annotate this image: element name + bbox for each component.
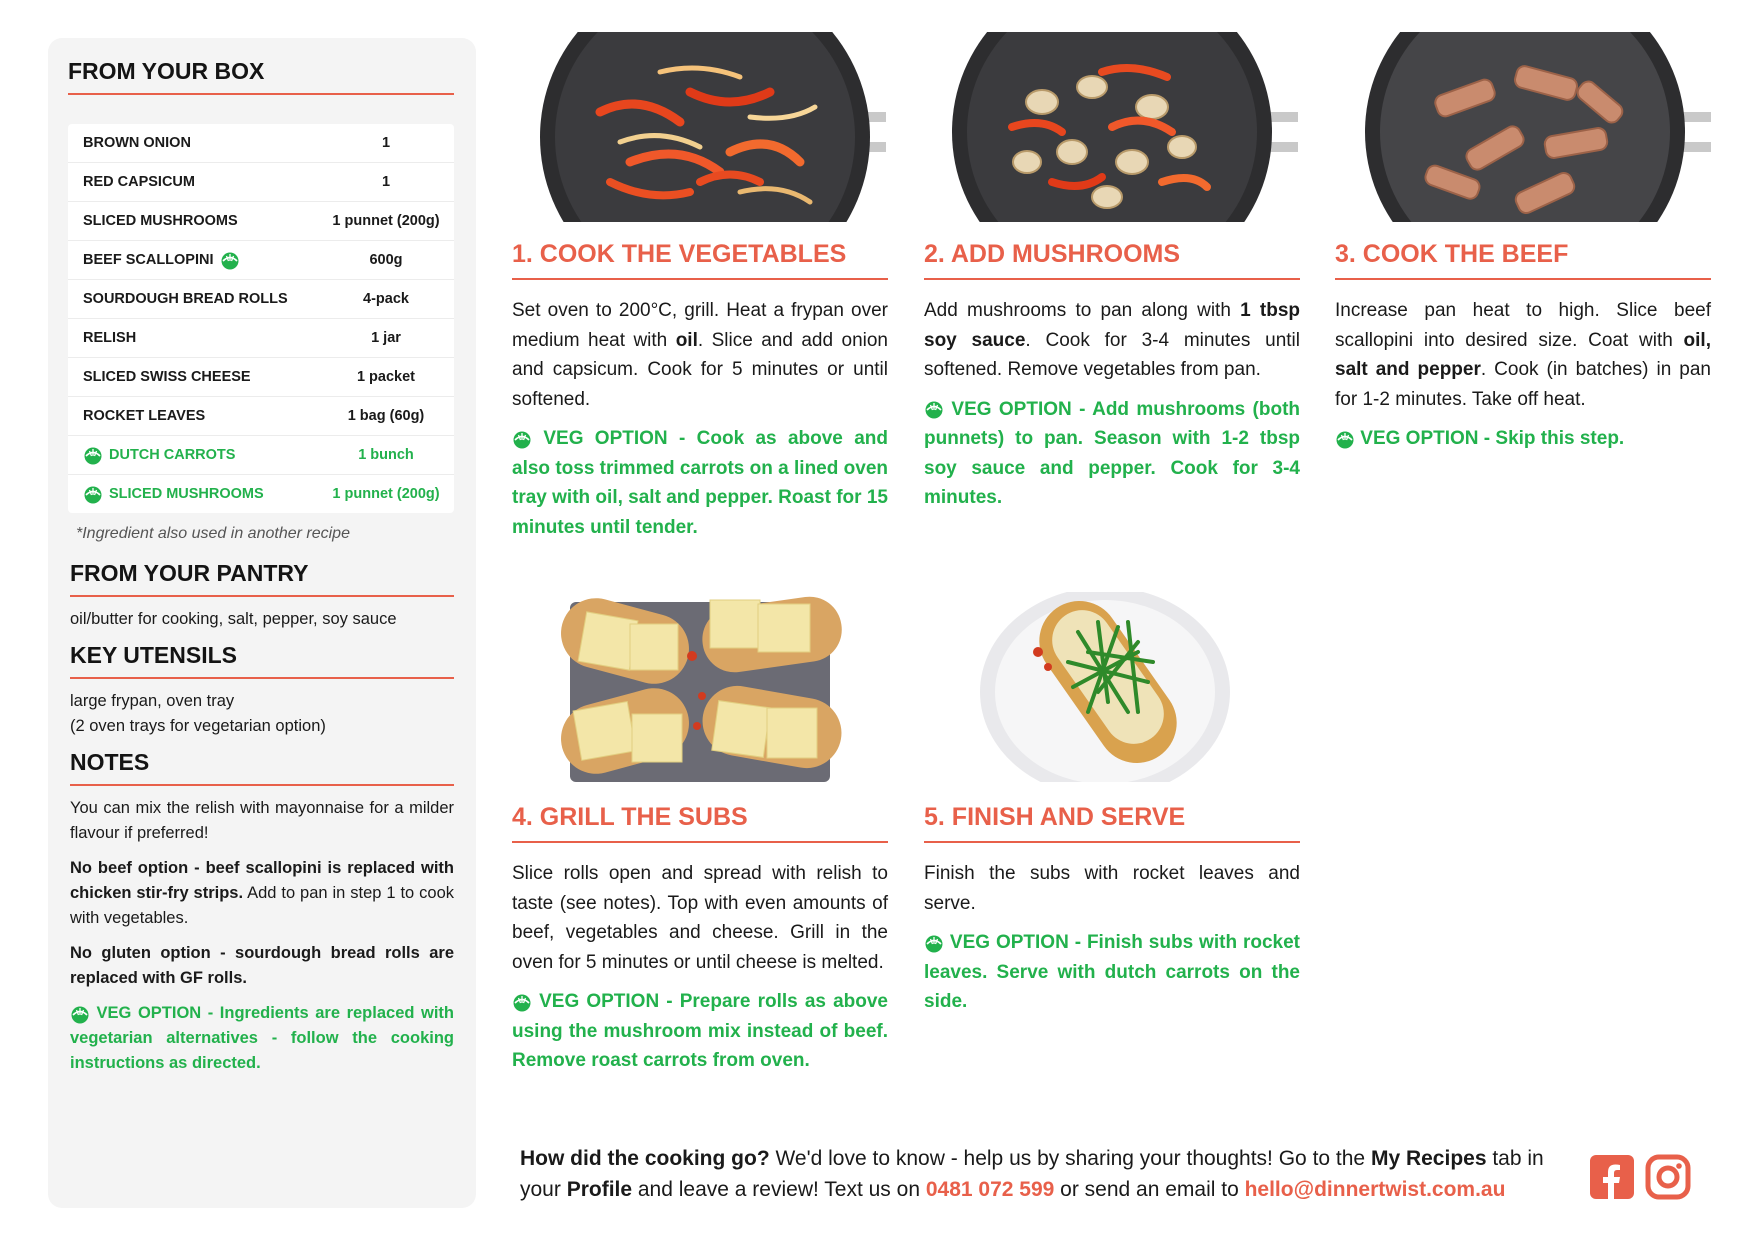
ingredient-qty: 1 punnet (200g) <box>332 486 440 502</box>
ingredient-name: SLICED MUSHROOMS <box>83 213 238 229</box>
phone-link[interactable]: 0481 072 599 <box>925 1178 1055 1201</box>
table-row <box>68 280 454 319</box>
ingredient-name: SLICED SWISS CHEESE <box>83 369 251 385</box>
step-title: 4. GRILL THE SUBS <box>512 803 888 843</box>
note-text <box>70 856 454 931</box>
note-rest: Add to pan in step 1 to cook with vegetables. <box>70 884 454 927</box>
ingredient-name: RED CAPSICUM <box>83 174 195 190</box>
step-veg-option <box>512 424 888 542</box>
step-title: 5. FINISH AND SERVE <box>924 803 1300 843</box>
ingredient-name: ROCKET LEAVES <box>83 408 206 424</box>
step-text: . Cook (in batches) in pan for 1-2 minutes. Take off heat. <box>1335 359 1711 410</box>
table-row <box>68 436 454 475</box>
step-veg-option <box>924 928 1300 1017</box>
ingredient-qty: 4-pack <box>363 291 409 307</box>
utensils-section <box>70 642 454 739</box>
step-text: Finish the subs with rocket leaves and serve. <box>924 863 1300 914</box>
ingredient-name: BEEF SCALLOPINI <box>83 252 214 268</box>
step-veg-text: VEG OPTION - Cook as above and also toss trimmed carrots on a lined oven tray with oil, salt and pepper. Roast for 15 minutes until tender. <box>512 428 888 538</box>
step-text: Add mushrooms to pan along with <box>924 300 1241 321</box>
pantry-heading: FROM YOUR PANTRY <box>70 560 454 597</box>
leaf-icon <box>83 484 103 504</box>
table-row <box>68 358 454 397</box>
email-link[interactable]: hello@dinnertwist.com.au <box>1244 1178 1506 1201</box>
step-veg-text: VEG OPTION - Finish subs with rocket leaves. Serve with dutch carrots on the side. <box>924 932 1300 1012</box>
ingredient-qty: 1 bunch <box>358 447 414 463</box>
step-text-bold: 1 tbsp soy sauce <box>924 300 1301 351</box>
footer-text: or send an email to <box>1054 1178 1245 1201</box>
leaf-icon <box>924 399 944 419</box>
step-veg-option <box>1335 424 1711 454</box>
table-row <box>68 124 454 163</box>
step-1 <box>512 240 888 542</box>
table-row <box>68 241 454 280</box>
step-2-photo <box>952 32 1298 222</box>
ingredient-name: DUTCH CARROTS <box>109 447 236 463</box>
utensils-line: (2 oven trays for vegetarian option) <box>70 717 326 735</box>
feedback-footer <box>520 1143 1580 1205</box>
step-3 <box>1335 240 1711 454</box>
step-5-photo <box>978 592 1232 782</box>
notes-section <box>70 749 454 1086</box>
table-row <box>68 202 454 241</box>
table-row <box>68 319 454 358</box>
step-veg-option <box>924 395 1300 513</box>
step-veg-text: VEG OPTION - Add mushrooms (both punnets) to pan. Season with 1-2 tbsp soy sauce and pepper. Cook for 3-4 minutes. <box>924 398 1301 508</box>
leaf-icon <box>924 933 944 953</box>
table-row <box>68 163 454 202</box>
utensils-heading: KEY UTENSILS <box>70 642 454 679</box>
ingredient-qty: 1 jar <box>371 330 401 346</box>
step-5 <box>924 803 1300 1017</box>
ingredient-qty: 1 punnet (200g) <box>332 213 440 229</box>
step-body <box>1335 296 1711 414</box>
leaf-icon <box>220 250 240 270</box>
ingredient-footnote: *Ingredient also used in another recipe <box>76 525 350 542</box>
ingredient-name: RELISH <box>83 330 137 346</box>
step-veg-text: VEG OPTION - Prepare rolls as above using the mushroom mix instead of beef. Remove roast carrots from oven. <box>512 991 888 1071</box>
leaf-icon <box>70 1004 90 1024</box>
footer-text: tab in your <box>520 1147 1544 1201</box>
step-title: 1. COOK THE VEGETABLES <box>512 240 888 280</box>
step-body <box>512 859 888 977</box>
pantry-section <box>70 560 454 632</box>
step-body <box>924 296 1300 385</box>
step-body <box>924 859 1300 918</box>
step-title: 3. COOK THE BEEF <box>1335 240 1711 280</box>
step-1-photo <box>540 32 886 222</box>
step-text: . Cook for 3-4 minutes until softened. Remove vegetables from pan. <box>924 329 1300 380</box>
ingredients-table <box>68 124 454 513</box>
ingredients-panel <box>48 38 476 1208</box>
note-bold: No gluten option - sourdough bread rolls are replaced with GF rolls. <box>70 944 454 987</box>
step-3-photo <box>1365 32 1711 222</box>
step-4 <box>512 803 888 1076</box>
note-veg-text: VEG OPTION - Ingredients are replaced with vegetarian alternatives - follow the cooking instructions as directed. <box>70 1004 454 1072</box>
step-text-bold: oil, salt and pepper <box>1335 329 1711 380</box>
table-row <box>68 475 454 513</box>
step-text: . Slice and add onion and capsicum. Cook for 5 minutes or until softened. <box>512 329 888 410</box>
note-text <box>70 941 454 991</box>
note-bold: No beef option - beef scallopini is replaced with chicken stir-fry strips. <box>70 859 454 902</box>
step-veg-text: VEG OPTION - Skip this step. <box>1360 428 1625 449</box>
instagram-icon[interactable] <box>1644 1153 1692 1201</box>
ingredient-qty: 1 packet <box>356 369 416 385</box>
step-text: Slice rolls open and spread with relish to taste (see notes). Top with even amounts of beef, vegetables and cheese. Grill in the oven for 5 minutes or until cheese is melted. <box>512 863 888 973</box>
facebook-icon[interactable] <box>1588 1153 1636 1201</box>
ingredient-qty: 1 bag (60g) <box>347 408 425 424</box>
step-4-photo <box>552 596 848 782</box>
notes-heading: NOTES <box>70 749 454 786</box>
step-text-bold: oil <box>675 329 698 351</box>
leaf-icon <box>1335 429 1355 449</box>
from-your-box-heading: FROM YOUR BOX <box>68 58 454 95</box>
ingredient-name: BROWN ONION <box>83 135 191 151</box>
my-recipes-link[interactable]: My Recipes <box>1370 1147 1487 1170</box>
utensils-line: large frypan, oven tray <box>70 692 235 710</box>
step-title: 2. ADD MUSHROOMS <box>924 240 1300 280</box>
ingredient-qty: 1 <box>381 135 391 151</box>
step-veg-option <box>512 987 888 1076</box>
ingredient-qty: 1 <box>381 174 391 190</box>
ingredient-name: SOURDOUGH BREAD ROLLS <box>83 291 288 307</box>
profile-link[interactable]: Profile <box>566 1178 633 1201</box>
step-text: Increase pan heat to high. Slice beef scallopini into desired size. Coat with <box>1335 300 1711 351</box>
footer-text: We'd love to know - help us by sharing your thoughts! Go to the <box>769 1147 1371 1170</box>
note-veg <box>70 1001 454 1076</box>
step-text: Set oven to 200°C, grill. Heat a frypan over medium heat with <box>512 300 888 351</box>
note-text: You can mix the relish with mayonnaise for a milder flavour if preferred! <box>70 799 454 842</box>
pantry-text: oil/butter for cooking, salt, pepper, soy sauce <box>70 610 397 628</box>
table-row <box>68 397 454 436</box>
leaf-icon <box>512 992 532 1012</box>
footer-question: How did the cooking go? <box>520 1147 770 1170</box>
ingredient-name: SLICED MUSHROOMS <box>109 486 264 502</box>
leaf-icon <box>83 445 103 465</box>
footer-text: and leave a review! Text us on <box>632 1178 926 1201</box>
ingredient-qty: 600g <box>369 252 403 268</box>
step-2 <box>924 240 1300 513</box>
leaf-icon <box>512 429 532 449</box>
step-body <box>512 296 888 414</box>
